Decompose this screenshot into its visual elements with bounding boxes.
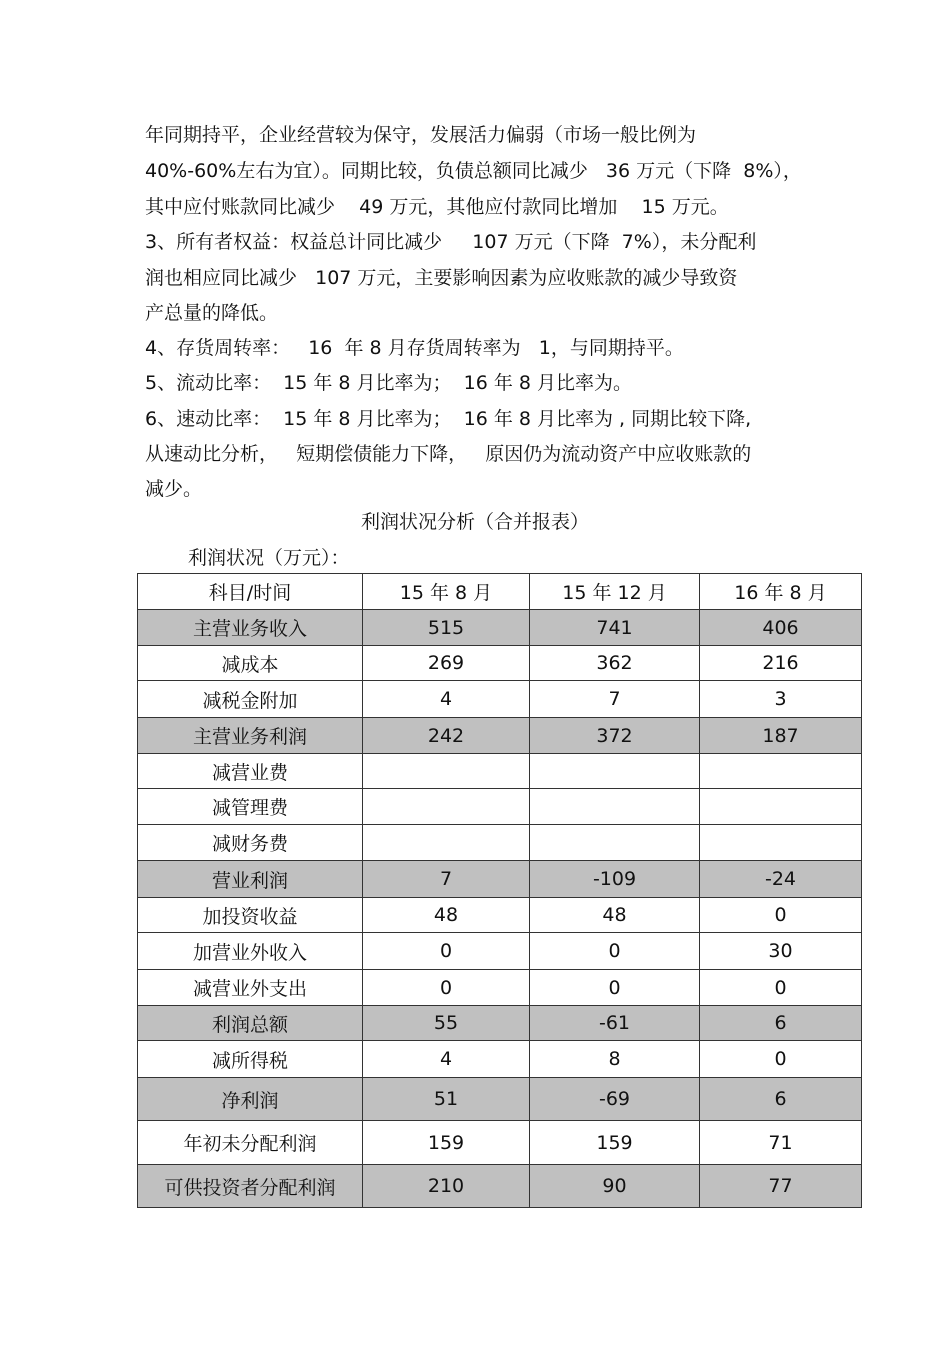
row-label-cell: 减财务费: [138, 825, 363, 861]
value-cell: 71: [700, 1121, 862, 1165]
value-cell: [700, 825, 862, 861]
table-caption: 利润状况（万元）：: [188, 547, 350, 569]
value-cell: 4: [363, 681, 530, 718]
row-label-cell: 可供投资者分配利润: [138, 1165, 363, 1208]
table-row: [138, 718, 862, 754]
paragraph-line-1: 年同期持平，企业经营较为保守，发展活力偏弱（市场一般比例为: [145, 124, 697, 146]
value-cell: 269: [363, 646, 530, 681]
paragraph-line-4: 3、所有者权益：权益总计同比减少 107 万元（下降 7%），未分配利: [145, 231, 757, 253]
table-row: [138, 898, 862, 933]
header-cell-period-2: 15 年 12 月: [530, 574, 700, 610]
value-cell: -24: [700, 861, 862, 898]
value-cell: 0: [530, 970, 700, 1006]
row-label-cell: 加投资收益: [138, 898, 363, 933]
value-cell: 159: [363, 1121, 530, 1165]
value-cell: -109: [530, 861, 700, 898]
value-cell: 6: [700, 1006, 862, 1041]
value-cell: 55: [363, 1006, 530, 1041]
value-cell: [530, 754, 700, 789]
value-cell: 77: [700, 1165, 862, 1208]
table-row: [138, 610, 862, 646]
paragraph-line-10: 从速动比分析， 短期偿债能力下降， 原因仍为流动资产中应收账款的: [145, 443, 752, 465]
paragraph-line-9: 6、速动比率： 15 年 8 月比率为； 16 年 8 月比率为 , 同期比较下降,: [145, 408, 752, 430]
value-cell: 0: [700, 898, 862, 933]
header-cell-period-3: 16 年 8 月: [700, 574, 862, 610]
paragraph-line-6: 产总量的降低。: [145, 302, 279, 324]
paragraph-line-7: 4、存货周转率： 16 年 8 月存货周转率为 1，与同期持平。: [145, 337, 684, 359]
value-cell: 51: [363, 1078, 530, 1121]
value-cell: 187: [700, 718, 862, 754]
value-cell: [530, 825, 700, 861]
value-cell: 0: [530, 933, 700, 970]
row-label-cell: 主营业务利润: [138, 718, 363, 754]
value-cell: [363, 789, 530, 825]
row-label-cell: 减管理费: [138, 789, 363, 825]
paragraph-line-2: 40%-60%左右为宜）。同期比较，负债总额同比减少 36 万元（下降 8%），: [145, 160, 802, 182]
paragraph-line-8: 5、流动比率： 15 年 8 月比率为； 16 年 8 月比率为。: [145, 372, 633, 394]
row-label-cell: 减营业外支出: [138, 970, 363, 1006]
value-cell: 210: [363, 1165, 530, 1208]
row-label-cell: 营业利润: [138, 861, 363, 898]
header-cell-period-1: 15 年 8 月: [363, 574, 530, 610]
value-cell: [530, 789, 700, 825]
value-cell: 216: [700, 646, 862, 681]
row-label-cell: 减所得税: [138, 1041, 363, 1078]
value-cell: 0: [700, 1041, 862, 1078]
value-cell: 3: [700, 681, 862, 718]
value-cell: 159: [530, 1121, 700, 1165]
row-label-cell: 加营业外收入: [138, 933, 363, 970]
header-cell-subject: 科目/时间: [138, 574, 363, 610]
value-cell: [363, 754, 530, 789]
row-label-cell: 减税金附加: [138, 681, 363, 718]
value-cell: 48: [363, 898, 530, 933]
table-row: [138, 1006, 862, 1041]
value-cell: 242: [363, 718, 530, 754]
row-label-cell: 年初未分配利润: [138, 1121, 363, 1165]
table-row: [138, 933, 862, 970]
table-header-row: [138, 574, 862, 610]
value-cell: 7: [363, 861, 530, 898]
paragraph-line-11: 减少。: [145, 478, 203, 500]
value-cell: [700, 789, 862, 825]
value-cell: 7: [530, 681, 700, 718]
row-label-cell: 利润总额: [138, 1006, 363, 1041]
value-cell: 362: [530, 646, 700, 681]
table-row: [138, 1078, 862, 1121]
value-cell: -69: [530, 1078, 700, 1121]
value-cell: 6: [700, 1078, 862, 1121]
table-row: [138, 825, 862, 861]
value-cell: 0: [700, 970, 862, 1006]
value-cell: [363, 825, 530, 861]
table-row: [138, 646, 862, 681]
value-cell: [700, 754, 862, 789]
value-cell: 4: [363, 1041, 530, 1078]
row-label-cell: 净利润: [138, 1078, 363, 1121]
row-label-cell: 减营业费: [138, 754, 363, 789]
table-row: [138, 754, 862, 789]
row-label-cell: 减成本: [138, 646, 363, 681]
value-cell: -61: [530, 1006, 700, 1041]
table-row: [138, 681, 862, 718]
value-cell: 0: [363, 970, 530, 1006]
value-cell: 406: [700, 610, 862, 646]
paragraph-line-5: 润也相应同比减少 107 万元，主要影响因素为应收账款的减少导致资: [145, 267, 738, 289]
value-cell: 48: [530, 898, 700, 933]
value-cell: 30: [700, 933, 862, 970]
table-title: 利润状况分析（合并报表）: [360, 511, 589, 533]
table-row: [138, 970, 862, 1006]
value-cell: 0: [363, 933, 530, 970]
table-row: [138, 1165, 862, 1208]
paragraph-line-3: 其中应付账款同比减少 49 万元，其他应付款同比增加 15 万元。: [145, 196, 729, 218]
profit-table: [137, 573, 862, 1208]
value-cell: 372: [530, 718, 700, 754]
table-row: [138, 861, 862, 898]
value-cell: 90: [530, 1165, 700, 1208]
table-row: [138, 1041, 862, 1078]
value-cell: 741: [530, 610, 700, 646]
row-label-cell: 主营业务收入: [138, 610, 363, 646]
value-cell: 8: [530, 1041, 700, 1078]
value-cell: 515: [363, 610, 530, 646]
table-row: [138, 789, 862, 825]
table-row: [138, 1121, 862, 1165]
